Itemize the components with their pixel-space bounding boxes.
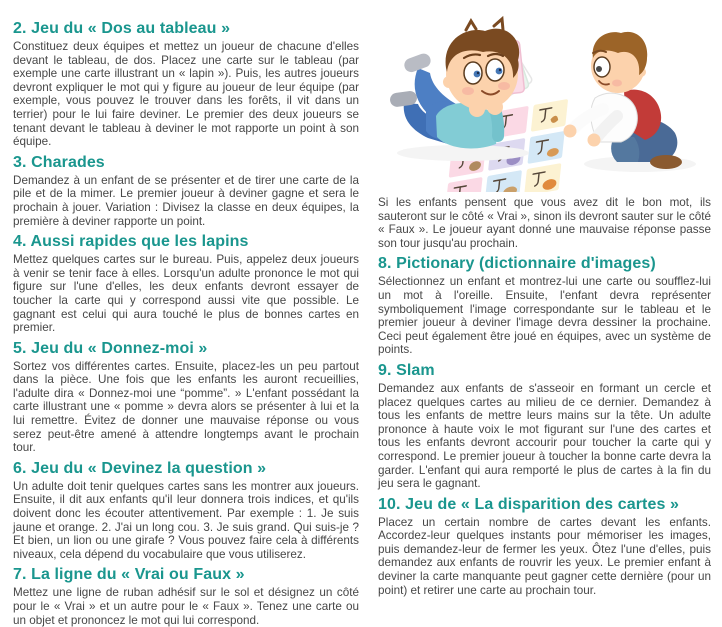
- children-playing-cards-illustration: [378, 6, 711, 192]
- section-body: Un adulte doit tenir quelques cartes sans les montrer aux joueurs. Ensuite, il dit aux enfants qu'il leur donnera trois indices, et qu'ils doivent donc les écouter attentivement. Par exemple : 1. Je suis jaune et orange. 2. J'ai un long cou. 3. Je suis grand. Qui suis-je ? Et bien, un lion ou une girafe ? Vous pouvez faire cela à différents niveaux, cela dépend du vocabulaire que vous utiliserez.: [13, 479, 359, 561]
- boy-kneeling-figure: [564, 32, 697, 172]
- section-title: 8. Pictionary (dictionnaire d'images): [378, 255, 656, 273]
- right-column: [378, 6, 711, 597]
- section-aussi-rapides: [13, 233, 359, 335]
- section-title: 4. Aussi rapides que les lapins: [13, 233, 249, 251]
- section-body: Sortez vos différentes cartes. Ensuite, placez-les un peu partout dans la pièce. Une fois que les enfants les auront recueillies, l'adulte dira « Donnez-moi une “pomme”. » L'enfant possédant la carte illustrant une « pomme » devra alors se présenter à lui et la lui remettre. Évitez de donner une mauvaise réponse ou vous serez peut-être amené à attendre longtemps avant le prochain tour.: [13, 359, 359, 455]
- section-body: Placez un certain nombre de cartes devant les enfants. Accordez-leur quelques instants pour mémoriser les images, puis demandez-leur de fermer les yeux. Ôtez l'une d'elles, puis demandez aux enfants de rouvrir les yeux. Le premier enfant à deviner la carte manquante peut gagner cette dernière (pour un point) et retirer une carte au prochain tour.: [378, 515, 711, 597]
- section-title: 10. Jeu de « La disparition des cartes »: [378, 495, 680, 513]
- section-title: 3. Charades: [13, 153, 105, 171]
- section-title: 5. Jeu du « Donnez-moi »: [13, 339, 208, 357]
- section-dos-au-tableau: [13, 20, 359, 149]
- section-title: 6. Jeu du « Devinez la question »: [13, 459, 267, 477]
- section-body: Constituez deux équipes et mettez un joueur de chacune d'elles devant le tableau, de dos. Placez une carte sur le tableau (par exemple une carte illustrant un « lapin »). Puis, les autres joueurs devront expliquer le mot qui y figure au joueur de leur équipe (par exemple, vous pouvez le trouver dans les forêts, il vit dans un terrier) pour le lui faire deviner. Le premier des deux joueurs se tenant devant le tableau à deviner le mot rapporte un point à son équipe.: [13, 40, 359, 149]
- section-title: 9. Slam: [378, 361, 435, 379]
- section-devinez-la-question: [13, 460, 359, 562]
- section-slam: [378, 362, 711, 491]
- section-body: Si les enfants pensent que vous avez dit le bon mot, ils sauteront sur le côté « Vrai », sinon ils devront sauter sur le côté « Faux ». Le joueur ayant donné une mauvaise réponse passe son tour jusqu'au prochain.: [378, 196, 711, 250]
- section-title: 7. La ligne du « Vrai ou Faux »: [13, 566, 245, 584]
- section-pictionary: [378, 255, 711, 357]
- section-body: Mettez une ligne de ruban adhésif sur le sol et désignez un côté pour le « Vrai » et un autre pour le « Faux ». Tenez une carte ou un objet et prononcez le mot qui lui correspond.: [13, 586, 359, 627]
- section-vrai-ou-faux-continuation: [378, 196, 711, 250]
- section-body: Demandez à un enfant de se présenter et de tirer une carte de la pile et de la mimer. Le premier joueur à deviner gagne et sera le prochain à jouer. Variation : Divisez la classe en deux équipes, la première à deviner rapporte un point.: [13, 173, 359, 228]
- section-title: 2. Jeu du « Dos au tableau »: [13, 20, 231, 37]
- section-body: Sélectionnez un enfant et montrez-lui une carte ou soufflez-lui un mot à l'oreille. Ensuite, l'enfant devra représenter symboliquement l'image correspondante sur le tableau et le premier joueur à deviner l'image devra dessiner la prochaine. Ceci peut également être joué en équipes, avec un système de points.: [378, 275, 711, 357]
- section-body: Mettez quelques cartes sur le bureau. Puis, appelez deux joueurs à venir se tenir face à elles. Lorsqu'un adulte prononce le mot qui figure sur l'une d'elles, les deux enfants devront essayer de toucher la carte qui y correspond aussi vite que possible. Le gagnant est celui qui aura touché le plus de bonnes cartes en premier.: [13, 253, 359, 335]
- section-vrai-ou-faux: [13, 566, 359, 627]
- section-disparition-des-cartes: [378, 496, 711, 598]
- section-charades: [13, 154, 359, 228]
- section-donnez-moi: [13, 340, 359, 455]
- left-column: [13, 20, 359, 627]
- section-body: Demandez aux enfants de s'asseoir en formant un cercle et placez quelques cartes au milieu de ce dernier. Demandez à tous les enfants de mettre leurs mains sur la tête. Un adulte prononce à haute voix le mot figurant sur l'une des cartes et tous les enfants devront accourir pour toucher la carte qui y correspond. Le premier joueur à toucher la bonne carte devra la garder. L'enfant qui aura remporté le plus de cartes à la fin du jeu sera le gagnant.: [378, 381, 711, 491]
